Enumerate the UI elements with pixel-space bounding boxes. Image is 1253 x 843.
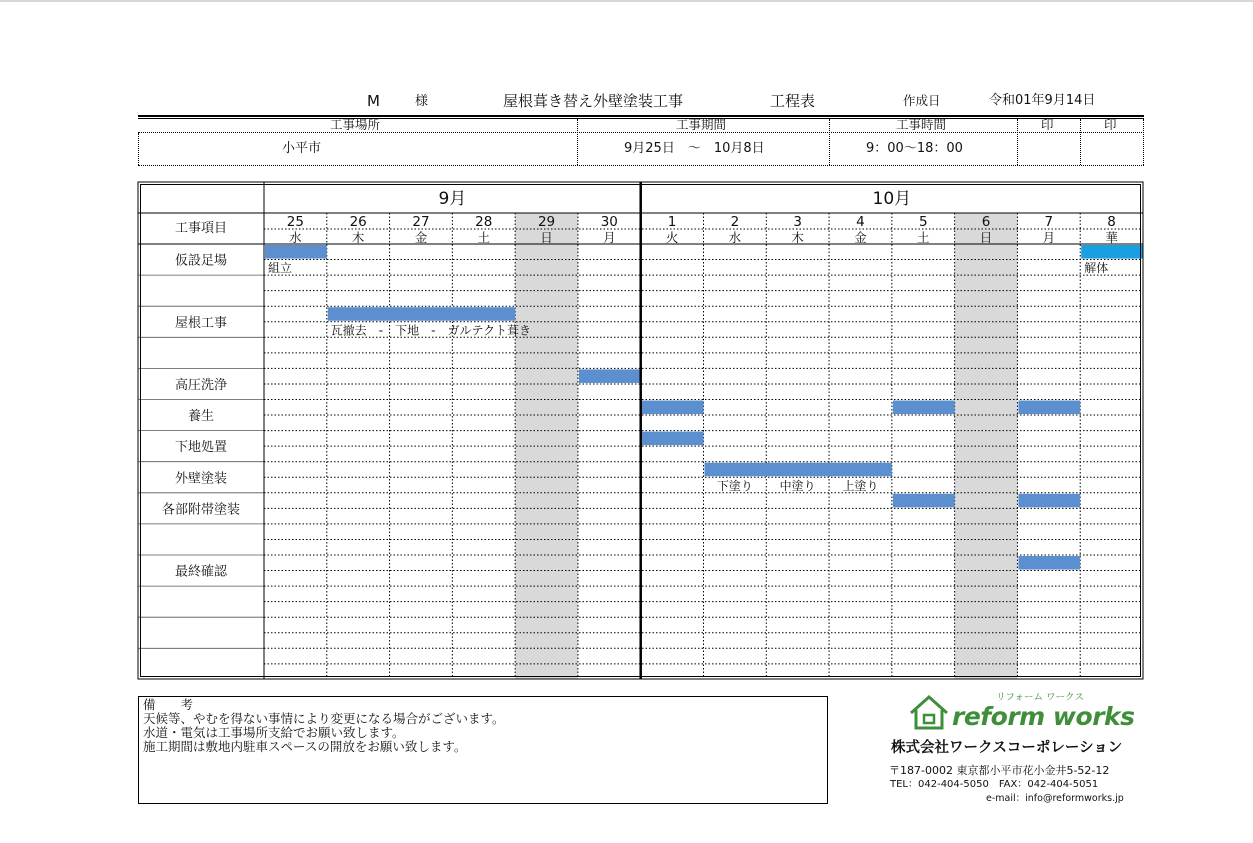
day-weekday: 月 — [1042, 230, 1056, 245]
period-value: 9月25日 ～ 10月8日 — [624, 141, 765, 156]
company-name: 株式会社ワークスコーポレーション — [891, 740, 1123, 756]
row-label: 外壁塗装 — [174, 471, 228, 487]
day-weekday: 月 — [603, 230, 616, 245]
task-bar — [893, 494, 955, 508]
item-header: 工事項目 — [174, 221, 228, 236]
house-logo-icon — [908, 694, 950, 732]
remarks-box — [138, 696, 828, 804]
seal-label-2: 印 — [1104, 117, 1117, 132]
task-bar — [705, 463, 892, 477]
day-number: 28 — [475, 214, 493, 230]
row-label: 下地処置 — [174, 440, 228, 456]
day-number: 2 — [730, 214, 740, 230]
task-bar — [642, 401, 704, 415]
task-note: 上塗り — [842, 478, 879, 493]
remarks-line-2: 水道・電気は工事場所支給でお願い致します。 — [143, 725, 405, 740]
company-address: 〒187-0002 東京都小平市花小金井5-52-12 — [889, 764, 1110, 777]
day-weekday: 水 — [728, 230, 742, 245]
task-bar — [328, 307, 515, 321]
day-weekday: 華 — [1105, 230, 1118, 245]
day-weekday: 木 — [351, 230, 365, 245]
seal-label-1: 印 — [1041, 117, 1054, 132]
row-label: 養生 — [187, 409, 215, 425]
logo-kana: リフォーム ワークス — [996, 692, 1084, 703]
project-title: 屋根葺き替え外壁塗装工事 — [503, 92, 684, 110]
month-label-1: 10月 — [872, 189, 912, 209]
day-number: 7 — [1044, 214, 1054, 230]
day-number: 5 — [918, 214, 928, 230]
remarks-title: 備 考 — [143, 697, 194, 712]
row-label: 屋根工事 — [174, 315, 228, 331]
day-weekday: 日 — [979, 230, 993, 245]
day-number: 27 — [412, 214, 430, 230]
task-bar — [579, 369, 641, 383]
task-note: 下塗り — [716, 478, 753, 493]
task-bar — [1018, 494, 1080, 508]
day-number: 30 — [600, 214, 618, 230]
logo-text: reform works — [952, 702, 1135, 731]
client-name: M — [367, 92, 380, 110]
row-label: 各部附帯塗装 — [161, 502, 241, 518]
day-number: 6 — [981, 214, 991, 230]
created-date: 令和01年9月14日 — [989, 93, 1096, 108]
task-note: 中塗り — [779, 478, 816, 493]
day-number: 4 — [856, 214, 865, 230]
day-number: 1 — [667, 214, 677, 230]
site-value: 小平市 — [282, 141, 322, 156]
day-weekday: 木 — [791, 230, 804, 245]
document-type: 工程表 — [770, 92, 816, 110]
remarks-line-1: 天候等、やむを得ない事情により変更になる場合がございます。 — [143, 711, 505, 726]
day-weekday: 日 — [540, 230, 553, 245]
month-label-0: 9月 — [438, 189, 467, 209]
day-weekday: 水 — [289, 230, 302, 245]
created-label: 作成日 — [903, 93, 941, 108]
day-weekday: 火 — [665, 230, 679, 245]
company-email: e-mail：info@reformworks.jp — [986, 793, 1124, 804]
remarks-line-3: 施工期間は敷地内駐車スペースの開放をお願い致します。 — [143, 739, 467, 754]
task-bar — [1018, 556, 1080, 570]
task-bar — [893, 401, 955, 415]
hours-label: 工事時間 — [896, 117, 947, 132]
day-weekday: 土 — [477, 230, 491, 245]
day-number: 29 — [537, 214, 556, 230]
company-block — [880, 690, 1150, 810]
period-label: 工事期間 — [676, 117, 727, 132]
task-bar — [1081, 245, 1143, 259]
task-bar — [642, 432, 704, 446]
day-number: 26 — [349, 214, 367, 230]
task-bar — [1018, 401, 1080, 415]
day-number: 8 — [1107, 214, 1116, 230]
hours-value: 9：00～18：00 — [866, 141, 963, 156]
task-note: 解体 — [1084, 261, 1109, 276]
honorific: 様 — [415, 94, 429, 109]
day-weekday: 土 — [916, 230, 930, 245]
row-label: 最終確認 — [174, 564, 228, 580]
day-number: 25 — [286, 214, 304, 230]
day-number: 3 — [793, 214, 802, 230]
company-tel-fax: TEL：042-404-5050 FAX：042-404-5051 — [890, 779, 1099, 790]
task-bar — [265, 245, 327, 259]
task-note: 瓦撤去 - 下地 - ガルテクト葺き — [330, 323, 531, 338]
site-label: 工事場所 — [330, 117, 381, 132]
row-label: 仮設足場 — [174, 253, 228, 269]
row-label: 高圧洗浄 — [174, 377, 228, 393]
task-note: 組立 — [268, 261, 293, 276]
day-weekday: 金 — [414, 230, 428, 245]
day-weekday: 金 — [854, 230, 867, 245]
